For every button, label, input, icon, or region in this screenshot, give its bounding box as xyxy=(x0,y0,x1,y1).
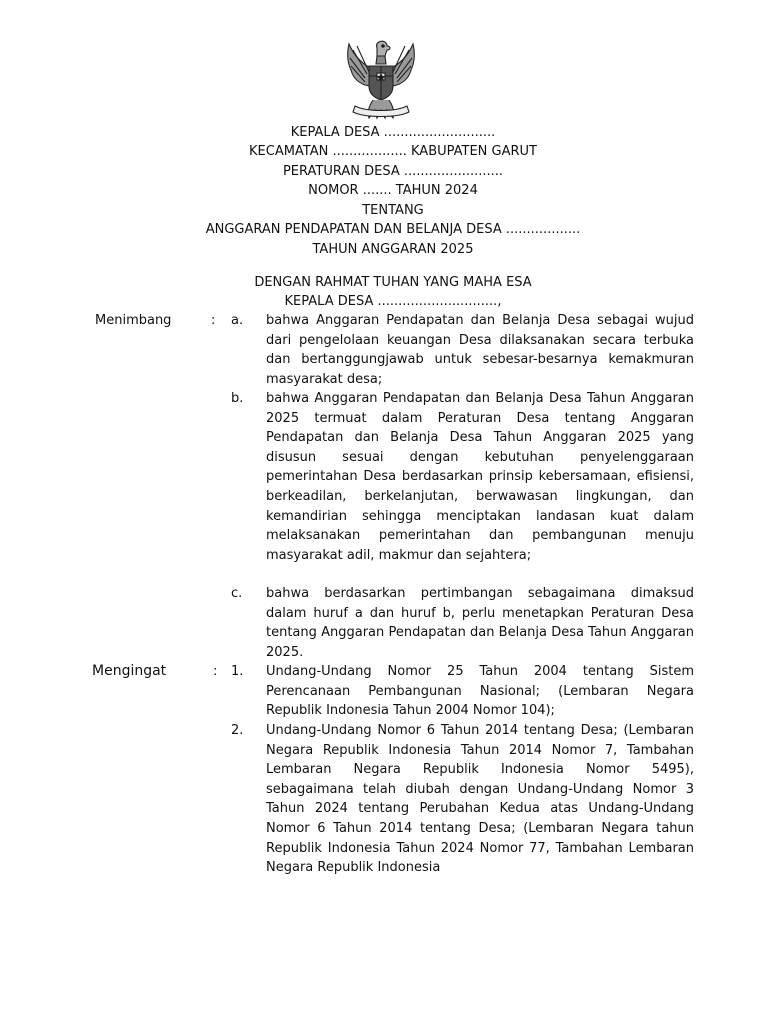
preamble-kepala-desa: KEPALA DESA ............................., xyxy=(284,294,502,309)
menimbang-marker-b: b. xyxy=(231,391,244,406)
mengingat-marker-1: 1. xyxy=(231,664,244,679)
mengingat-label: Mengingat xyxy=(92,663,167,679)
title-anggaran: ANGGARAN PENDAPATAN DAN BELANJA DESA .................. xyxy=(205,222,581,237)
mengingat-item-1: Undang-Undang Nomor 25 Tahun 2004 tentang Sistem Perencanaan Pembangunan Nasional; (Lembaran Negara Republik Indonesia Tahun 2004 Nomor 104); xyxy=(266,664,694,719)
menimbang-item-b: bahwa Anggaran Pendapatan dan Belanja Desa Tahun Anggaran 2025 termuat dalam Peraturan Desa tentang Anggaran Pendapatan dan Belanja Desa Tahun Anggaran 2025 yang disusun sesuai dengan kebutuhan penyelenggaraan pemerintahan Desa berdasarkan prinsip kebersamaan, efisiensi, berkeadilan, berkelanjutan, berwawasan lingkungan, dan kemandirian sehingga menciptakan landasan kuat dalam melaksanakan pemerintahan dan pembangunan menuju masyarakat adil, makmur dan sejahtera; xyxy=(266,391,694,563)
menimbang-label: Menimbang xyxy=(95,313,172,328)
garuda-pancasila-emblem-icon xyxy=(339,36,423,126)
preamble-rahmat: DENGAN RAHMAT TUHAN YANG MAHA ESA xyxy=(254,275,532,290)
title-kepala-desa: KEPALA DESA ........................... xyxy=(290,125,496,140)
menimbang-marker-c: c. xyxy=(231,586,243,601)
title-kecamatan-kabupaten: KECAMATAN .................. KABUPATEN GARUT xyxy=(249,144,537,159)
title-nomor-tahun: NOMOR ....... TAHUN 2024 xyxy=(308,183,478,198)
menimbang-item-a: bahwa Anggaran Pendapatan dan Belanja Desa sebagai wujud dari pengelolaan keuangan Desa dilaksanakan secara terbuka dan bertanggungjawab untuk sebesar-besarnya kemakmuran masyarakat desa; xyxy=(266,313,694,387)
title-tahun-anggaran: TAHUN ANGGARAN 2025 xyxy=(312,242,474,257)
menimbang-marker-a: a. xyxy=(231,313,244,328)
mengingat-colon: : xyxy=(213,664,218,679)
menimbang-colon: : xyxy=(211,313,216,328)
mengingat-item-2: Undang-Undang Nomor 6 Tahun 2014 tentang Desa; (Lembaran Negara Republik Indonesia Tahun 2014 Nomor 7, Tambahan Lembaran Negara Republik Indonesia Nomor 5495), sebagaimana telah diubah dengan Undang-Undang Nomor 3 Tahun 2024 tentang Perubahan Kedua atas Undang-Undang Nomor 6 Tahun 2014 tentang Desa; (Lembaran Negara tahun Republik Indonesia Tahun 2024 Nomor 77, Tambahan Lembaran Negara Republik Indonesia xyxy=(266,723,694,876)
title-peraturan-desa: PERATURAN DESA ........................ xyxy=(282,164,504,179)
title-tentang: TENTANG xyxy=(362,203,424,218)
mengingat-marker-2: 2. xyxy=(231,723,244,738)
menimbang-item-c: bahwa berdasarkan pertimbangan sebagaimana dimaksud dalam huruf a dan huruf b, perlu menetapkan Peraturan Desa tentang Anggaran Pendapatan dan Belanja Desa Tahun Anggaran 2025. xyxy=(266,586,694,660)
